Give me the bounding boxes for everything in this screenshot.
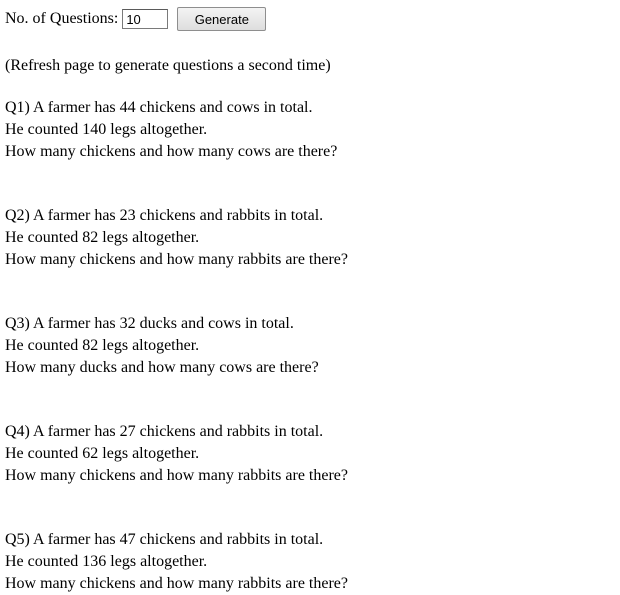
question-line-3: How many chickens and how many cows are there? [5, 143, 338, 160]
question-line-1 [5, 421, 620, 443]
question-line-1 [5, 313, 620, 335]
question-line-2: He counted 136 legs altogether. [5, 553, 208, 570]
question-count-input[interactable] [122, 9, 168, 29]
question-text: A farmer has 44 chickens and cows in total. [33, 99, 313, 116]
question-line-3: How many chickens and how many rabbits are there? [5, 251, 348, 268]
question-number: Q5) [5, 531, 30, 548]
question-line-2: He counted 140 legs altogether. [5, 121, 208, 138]
question-number: Q1) [5, 99, 30, 116]
question-line-3: How many ducks and how many cows are there? [5, 359, 319, 376]
refresh-note: (Refresh page to generate questions a second time) [5, 57, 331, 74]
question-line-2: He counted 82 legs altogether. [5, 337, 200, 354]
question-count-controls [5, 6, 620, 32]
question-line-2: He counted 82 legs altogether. [5, 229, 200, 246]
generate-button[interactable]: Generate [177, 7, 266, 31]
question-item [5, 421, 620, 487]
question-line-3: How many chickens and how many rabbits are there? [5, 467, 348, 484]
question-text: A farmer has 23 chickens and rabbits in total. [33, 207, 324, 224]
question-item [5, 529, 620, 595]
question-number: Q2) [5, 207, 30, 224]
question-count-label: No. of Questions: [5, 10, 119, 27]
question-item [5, 205, 620, 271]
question-number: Q4) [5, 423, 30, 440]
page [5, 6, 620, 595]
question-item [5, 97, 620, 163]
question-line-1 [5, 205, 620, 227]
question-text: A farmer has 32 ducks and cows in total. [33, 315, 294, 332]
question-line-1 [5, 97, 620, 119]
question-item [5, 313, 620, 379]
question-text: A farmer has 47 chickens and rabbits in total. [33, 531, 324, 548]
question-text: A farmer has 27 chickens and rabbits in total. [33, 423, 324, 440]
question-number: Q3) [5, 315, 30, 332]
question-line-3: How many chickens and how many rabbits are there? [5, 575, 348, 592]
question-line-2: He counted 62 legs altogether. [5, 445, 200, 462]
question-line-1 [5, 529, 620, 551]
